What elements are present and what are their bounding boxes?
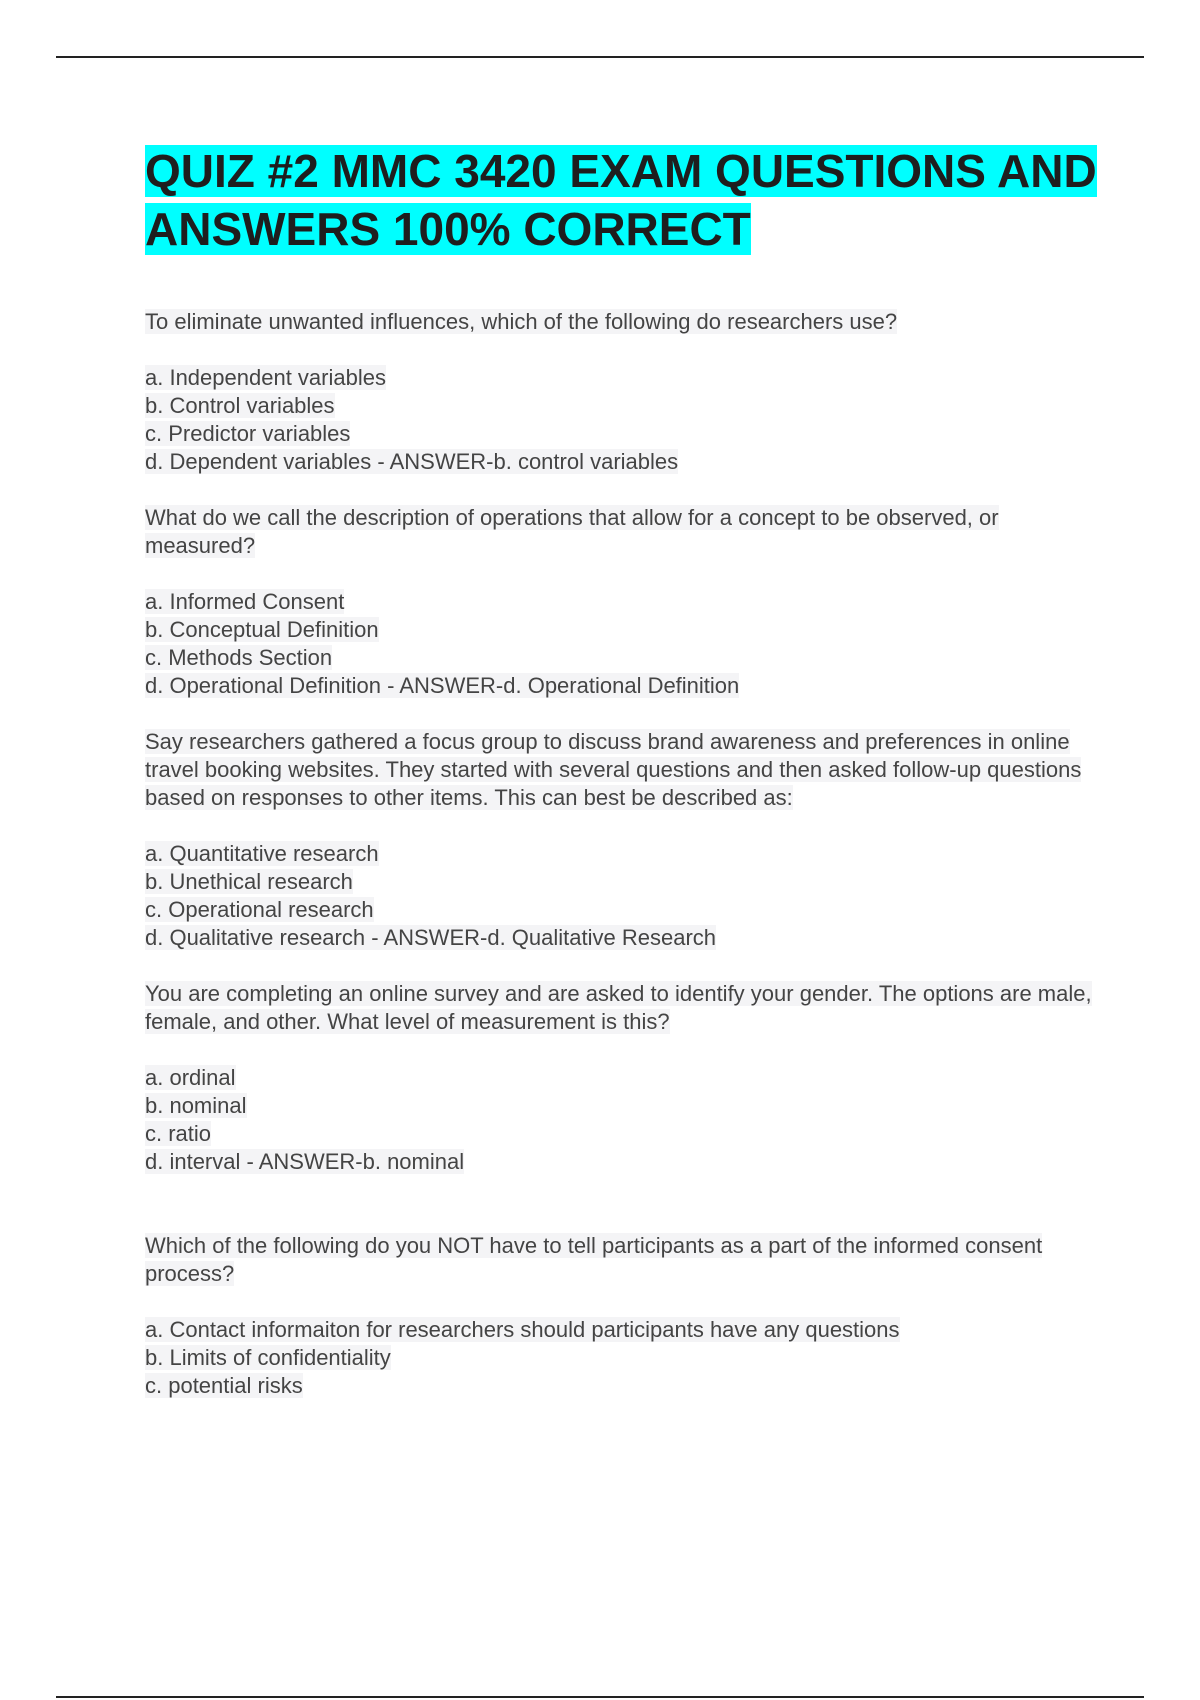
option-item: a. ordinal — [145, 1065, 236, 1090]
question-block — [145, 728, 1105, 952]
option-item: c. Operational research — [145, 897, 374, 922]
options-list — [145, 1316, 1105, 1400]
question-block — [145, 1232, 1105, 1400]
options-list — [145, 1064, 1105, 1176]
footer-rule — [56, 1696, 1144, 1698]
question-text: To eliminate unwanted influences, which of the following do researchers use? — [145, 309, 898, 334]
question-block — [145, 504, 1105, 700]
option-item: b. Unethical research — [145, 869, 353, 894]
question-text: What do we call the description of operations that allow for a concept to be observed, or measured? — [145, 505, 999, 558]
option-item: c. Predictor variables — [145, 421, 351, 446]
option-item: b. Control variables — [145, 393, 335, 418]
options-list — [145, 588, 1105, 700]
option-item-answer: d. Dependent variables - ANSWER-b. control variables — [145, 449, 679, 474]
document-title — [145, 142, 1105, 258]
question-text: Say researchers gathered a focus group to discuss brand awareness and preferences in online travel booking websites. They started with several questions and then asked follow-up questions based on responses to other items. This can best be described as: — [145, 729, 1082, 810]
option-item: b. Conceptual Definition — [145, 617, 379, 642]
header-rule — [56, 56, 1144, 58]
options-list — [145, 840, 1105, 952]
options-list — [145, 364, 1105, 476]
option-item-answer: d. interval - ANSWER-b. nominal — [145, 1149, 465, 1174]
option-item: c. Methods Section — [145, 645, 333, 670]
option-item-answer: d. Qualitative research - ANSWER-d. Qualitative Research — [145, 925, 717, 950]
option-item: a. Independent variables — [145, 365, 386, 390]
question-text: Which of the following do you NOT have to tell participants as a part of the informed consent process? — [145, 1233, 1043, 1286]
option-item: a. Contact informaiton for researchers should participants have any questions — [145, 1317, 900, 1342]
option-item: b. nominal — [145, 1093, 247, 1118]
option-item-answer: d. Operational Definition - ANSWER-d. Operational Definition — [145, 673, 740, 698]
document-body — [145, 308, 1105, 1428]
question-block — [145, 980, 1105, 1176]
title-highlight: QUIZ #2 MMC 3420 EXAM QUESTIONS AND ANSWERS 100% CORRECT — [145, 145, 1097, 255]
option-item: b. Limits of confidentiality — [145, 1345, 391, 1370]
question-block — [145, 308, 1105, 476]
option-item: a. Quantitative research — [145, 841, 379, 866]
option-item: c. ratio — [145, 1121, 212, 1146]
option-item: a. Informed Consent — [145, 589, 345, 614]
question-text: You are completing an online survey and are asked to identify your gender. The options are male, female, and other. What level of measurement is this? — [145, 981, 1092, 1034]
option-item: c. potential risks — [145, 1373, 303, 1398]
